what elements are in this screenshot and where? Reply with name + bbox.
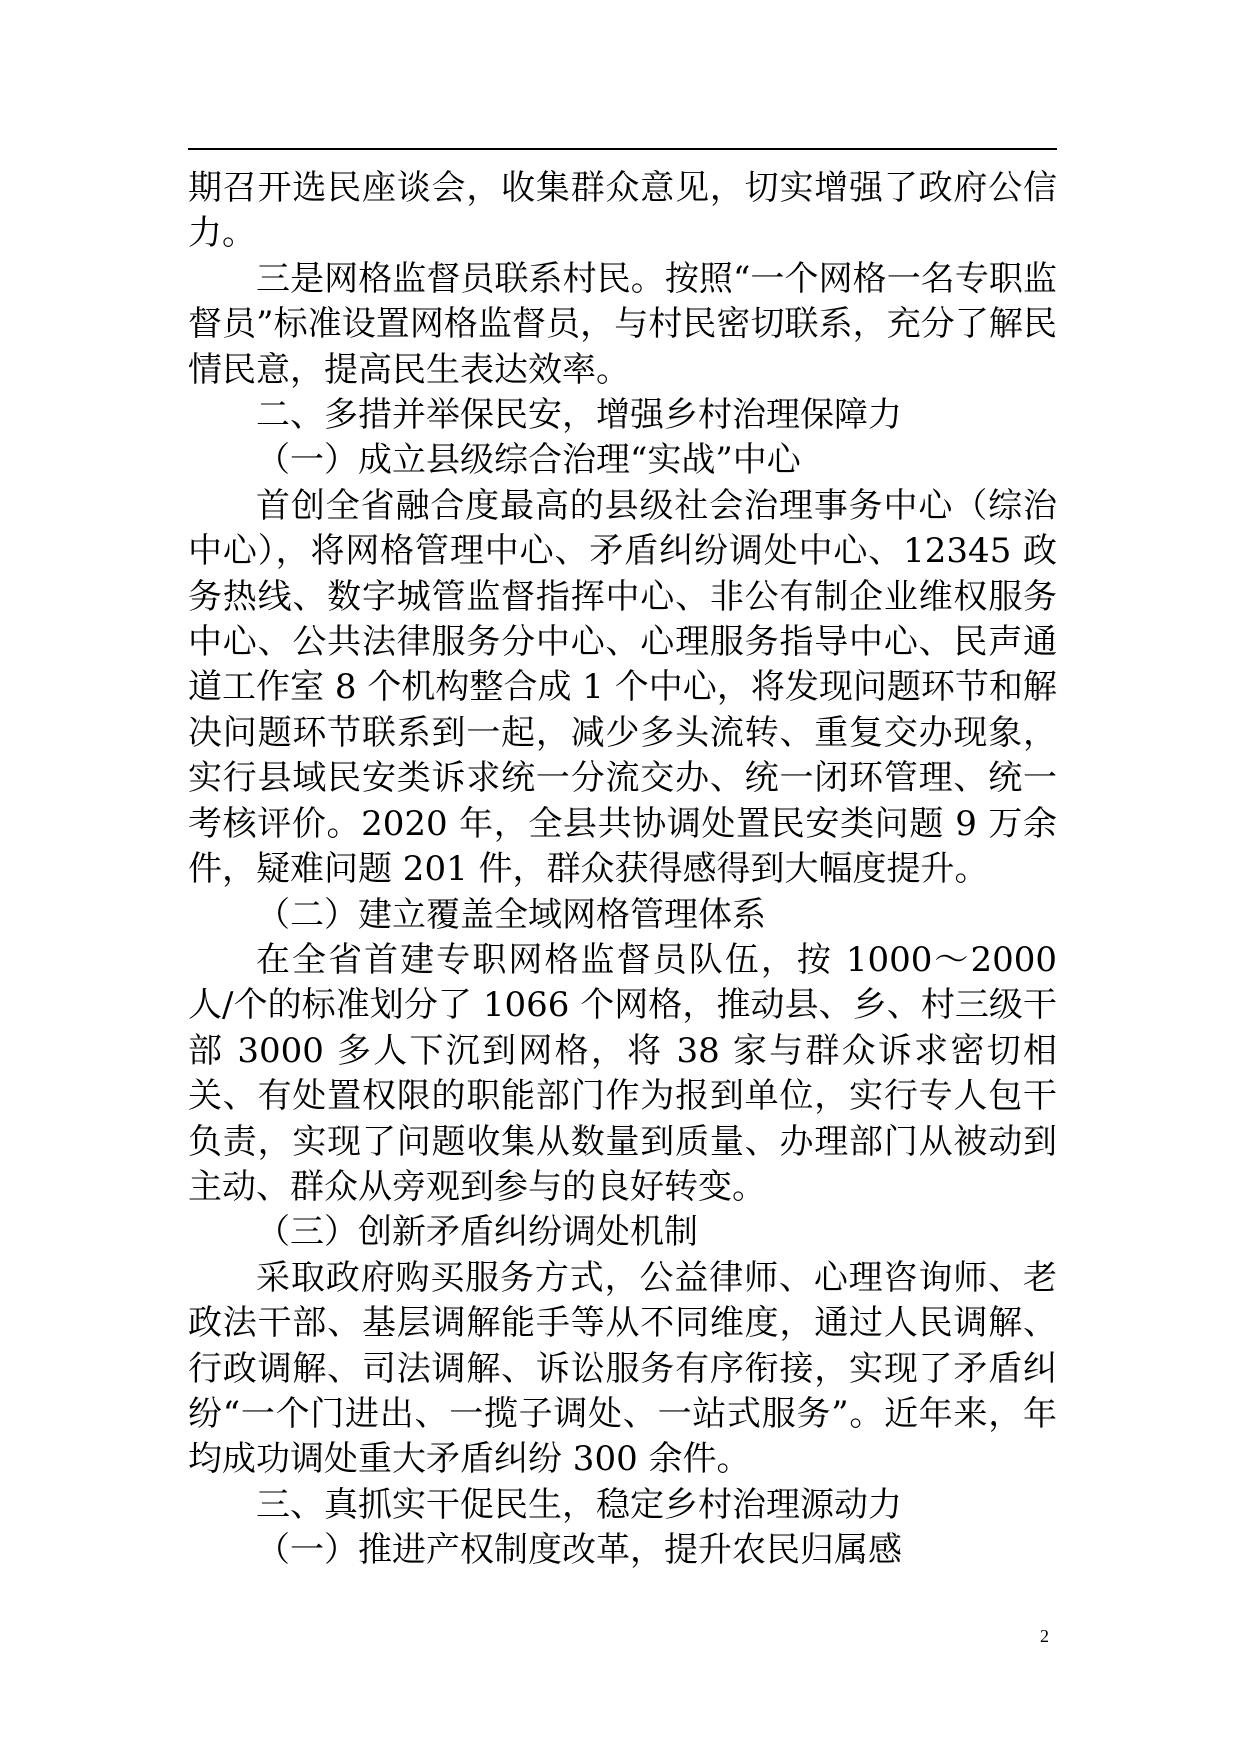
header-rule xyxy=(188,148,1057,150)
paragraph: 三是网格监督员联系村民。按照“一个网格一名专职监督员”标准设置网格监督员，与村民密切联系，充分了解民情民意，提高民生表达效率。 xyxy=(188,258,1057,390)
section-heading: 三、真抓实干促民生，稳定乡村治理源动力 xyxy=(256,1484,902,1525)
subsection-heading: （一）推进产权制度改革，提升农民归属感 xyxy=(256,1530,902,1571)
paragraph: 首创全省融合度最高的县级社会治理事务中心（综治中心），将网格管理中心、矛盾纠纷调处中心、12345 政务热线、数字城管监督指挥中心、非公有制企业维权服务中心、公共法律服务分中心、心理服务指导中心、民声通道工作室 8 个机构整合成 1 个中心，将发现问题环节和解决问题环节联系到一起，减少多头流转、重复交办现象，实行县域民安类诉求统一分流交办、统一闭环管理、统一考核评价。2020 年，全县共协调处置民安类问题 9 万余件，疑难问题 201 件，群众获得感得到大幅度提升。 xyxy=(188,485,1057,890)
page-number: 2 xyxy=(1040,1626,1049,1646)
document-body xyxy=(188,166,1057,1574)
subsection-heading: （二）建立覆盖全域网格管理体系 xyxy=(256,894,766,935)
section-heading: 二、多措并举保民安，增强乡村治理保障力 xyxy=(256,395,902,436)
paragraph: 期召开选民座谈会，收集群众意见，切实增强了政府公信力。 xyxy=(188,168,1057,254)
paragraph: 采取政府购买服务方式，公益律师、心理咨询师、老政法干部、基层调解能手等从不同维度，通过人民调解、行政调解、司法调解、诉讼服务有序衔接，实现了矛盾纠纷“一个门进出、一揽子调处、一站式服务”。近年来，年均成功调处重大矛盾纠纷 300 余件。 xyxy=(188,1257,1057,1480)
subsection-heading: （三）创新矛盾纠纷调处机制 xyxy=(256,1212,698,1253)
subsection-heading: （一）成立县级综合治理“实战”中心 xyxy=(256,440,801,481)
paragraph: 在全省首建专职网格监督员队伍，按 1000～2000 人/个的标准划分了 1066 个网格，推动县、乡、村三级干部 3000 多人下沉到网格，将 38 家与群众诉求密切相关、有处置权限的职能部门作为报到单位，实行专人包干负责，实现了问题收集从数量到质量、办理部门从被动到主动、群众从旁观到参与的良好转变。 xyxy=(188,939,1057,1207)
